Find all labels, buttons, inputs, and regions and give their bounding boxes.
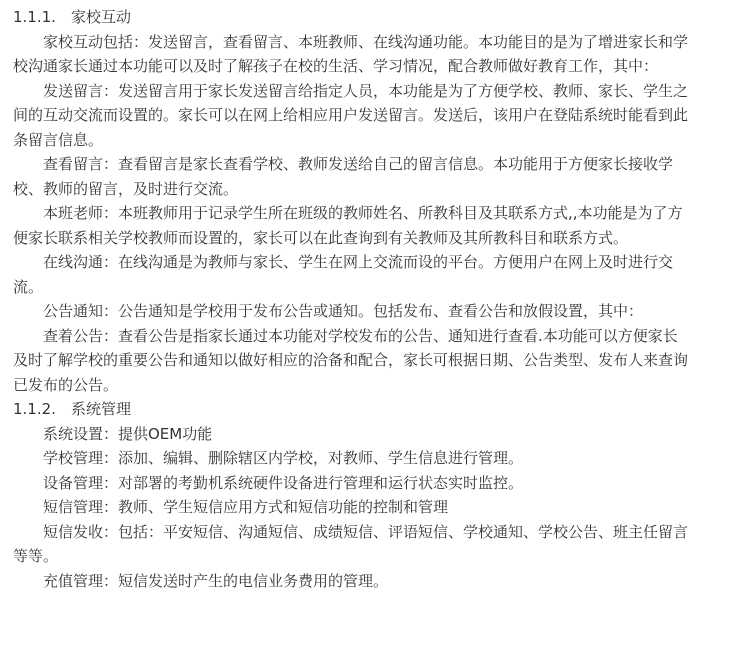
paragraph-recharge-management: 充值管理：短信发送时产生的电信业务费用的管理。	[43, 571, 389, 590]
section-title: 家校互动	[71, 8, 132, 26]
paragraph-device-management: 设备管理：对部署的考勤机系统硬件设备进行管理和运行状态实时监控。	[43, 473, 524, 492]
paragraph-system-settings: 系统设置：提供OEM功能	[43, 424, 213, 443]
paragraph-sms-management: 短信管理：教师、学生短信应用方式和短信功能的控制和管理	[43, 498, 449, 516]
paragraph-class-teacher: 本班老师：本班教师用于记录学生所在班级的教师姓名、所教科目及其联系方式,,本功能是为了方便家长联系相关学校教师而设置的，家长可以在此查询到有关教师及其所教科目和联系方式。	[13, 204, 683, 247]
paragraph-view-message: 查看留言：查看留言是家长查看学校、教师发送给自己的留言信息。本功能用于方便家长接收学校、教师的留言，及时进行交流。	[13, 155, 674, 198]
section-number: 1.1.2.	[13, 400, 56, 418]
section-heading-home-school	[13, 5, 690, 30]
paragraph-school-management: 学校管理：添加、编辑、删除辖区内学校，对教师、学生信息进行管理。	[43, 449, 524, 467]
paragraph-home-school-intro: 家校互动包括：发送留言，查看留言、本班教师、在线沟通功能。本功能目的是为了增进家长和学校沟通家长通过本功能可以及时了解孩子在校的生活、学习情况，配合教师做好教育工作，其中：	[13, 32, 689, 75]
paragraph-view-announcement: 查着公告：查看公告是指家长通过本功能对学校发布的公告、通知进行查看.本功能可以方便家长及时了解学校的重要公告和通知以做好相应的洽备和配合，家长可根据日期、公告类型、发布人来查询已发布的公告。	[13, 326, 689, 394]
paragraph-send-message: 发送留言：发送留言用于家长发送留言给指定人员，本功能是为了方便学校、教师、家长、学生之间的互动交流而设置的。家长可以在网上给相应用户发送留言。发送后，该用户在登陆系统时能看到此条留言信息。	[13, 81, 689, 149]
section-title: 系统管理	[71, 400, 132, 418]
section-heading-system-management	[13, 397, 690, 422]
paragraph-announcement: 公告通知：公告通知是学校用于发布公告或通知。包括发布、查看公告和放假设置，其中：	[43, 302, 644, 320]
paragraph-sms-sending: 短信发收：包括：平安短信、沟通短信、成绩短信、评语短信、学校通知、学校公告、班主任留言等等。	[13, 522, 689, 565]
paragraph-online-chat: 在线沟通：在线沟通是为教师与家长、学生在网上交流而设的平台。方便用户在网上及时进行交流。	[13, 253, 674, 296]
section-number: 1.1.1.	[13, 8, 56, 26]
